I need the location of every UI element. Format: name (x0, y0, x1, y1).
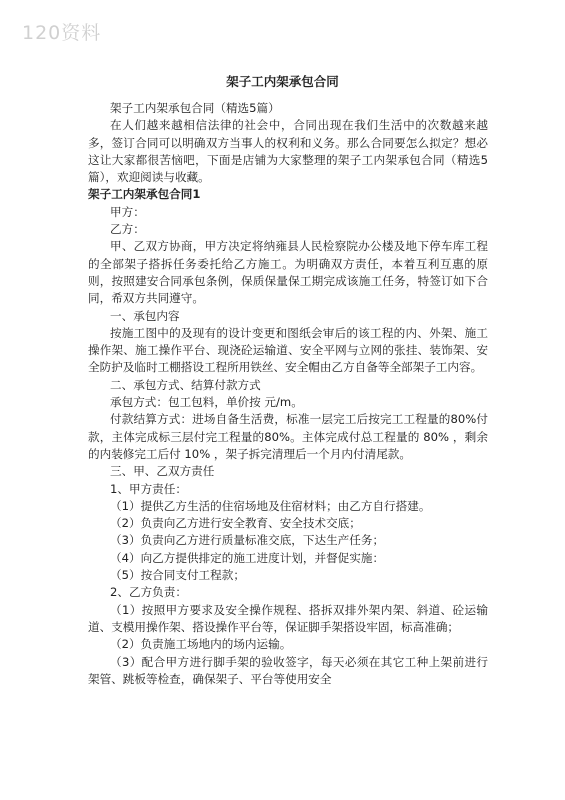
clause-text: 按施工图中的及现有的设计变更和图纸会审后的该工程的内、外架、施工操作架、施工操作平台、现浇砼运输道、安全平网与立网的张挂、装饰架、安全防护及临时工棚搭设工程所用铁丝、安全帽由乙方自备等全部架子工内容。 (88, 325, 488, 375)
party-b-responsibility-heading: 2、乙方负责： (110, 585, 187, 600)
intro-paragraph: 在人们越来越相信法律的社会中，合同出现在我们生活中的次数越来越多，签订合同可以明确双方当事人的权利和义务。那么合同要怎么拟定？想必这让大家都很苦恼吧，下面是店铺为大家整理的架子工内架承包合同（精选5篇），欢迎阅读与收藏。 (88, 118, 488, 185)
list-item: （4）向乙方提供排定的施工进度计划，并督促实施： (110, 550, 385, 565)
party-b-label: 乙方： (110, 222, 145, 237)
subtitle: 架子工内架承包合同（精选5篇） (110, 101, 280, 115)
list-item: （3）负责向乙方进行质量标准交底，下达生产任务； (110, 533, 385, 548)
list-item: （1）提供乙方生活的住宿场地及住宿材料；由乙方自行搭建。 (110, 498, 431, 513)
list-item: （2）负责向乙方进行安全教育、安全技术交底； (110, 516, 361, 531)
section-heading: 架子工内架承包合同1 (88, 187, 201, 202)
document-body (88, 100, 488, 688)
clause-heading: 二、承包方式、结算付款方式 (110, 377, 261, 392)
clause-text: 付款结算方式：进场自备生活费，标准一层完工后按完工工程量的80%付款，主体完成标三层付完工程量的80%。主体完成付总工程量的 80% ，剩余的内装修完工后付 10% ，架子拆完清理后一个月内付清尾款。 (88, 412, 488, 461)
document-title: 架子工内架承包合同 (226, 74, 339, 89)
list-item: （3）配合甲方进行脚手架的验收签字，每天必须在其它工种上架前进行架管、跳板等检查，确保架子、平台等使用安全 (88, 654, 488, 686)
list-item: （5）按合同支付工程款； (110, 568, 245, 583)
list-item: （1）按照甲方要求及安全操作规程、搭拆双排外架内架、斜道、砼运输道、支模用操作架、搭设操作平台等，保证脚手架搭设牢固，标高准确； (88, 602, 488, 634)
watermark: 120资料 (22, 22, 102, 44)
clause-heading: 一、承包内容 (110, 308, 180, 323)
party-a-label: 甲方： (110, 204, 145, 219)
agreement-paragraph: 甲、乙双方协商，甲方决定将纳雍县人民检察院办公楼及地下停车库工程的全部架子搭拆任务委托给乙方施工。为明确双方责任，本着互利互惠的原则，按照建安合同承包条例，保质保量保工期完成该施工任务，特签订如下合同，希双方共同遵守。 (88, 239, 488, 306)
list-item: （2）负责施工场地内的场内运输。 (110, 637, 292, 652)
clause-heading: 三、甲、乙双方责任 (110, 464, 215, 479)
clause-text: 承包方式：包工包料，单价按 元/m。 (110, 395, 303, 410)
party-a-responsibility-heading: 1、甲方责任： (110, 481, 187, 496)
